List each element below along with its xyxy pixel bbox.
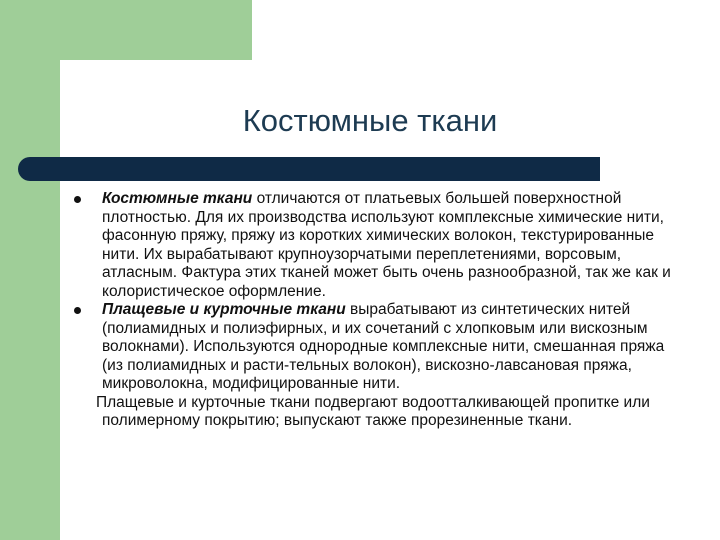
bullet-text: отличаются от платьевых большей поверхностной плотностью. Для их производства используют комплексные химические нити, фасонную пряжу, пряжу из коротких химических волокон, текстурированные нити. Их вырабатывают крупноузорчатыми переплетениями, ворсовым, атласным. Фактура этих тканей может быть очень разнообразной, так же как и колористическое оформление. [102,190,671,300]
bullet-dot-icon [74,307,81,314]
bullet-item [74,301,674,394]
bullet-term: Костюмные ткани [102,190,253,207]
paragraph-block [74,394,674,431]
green-accent-side [0,0,60,540]
bullet-term: Плащевые и курточные ткани [102,301,346,318]
slide-title: Костюмные ткани [242,103,498,138]
slide-content [74,190,674,431]
bullet-item [74,190,674,301]
paragraph-text: Плащевые и курточные ткани подвергают водоотталкивающей пропитке или полимерному покрытию; выпускают также прорезиненные ткани. [96,393,650,429]
slide-corner [60,60,120,120]
title-divider-bar [18,157,600,181]
bullet-dot-icon [74,196,81,203]
bullet-text: вырабатывают из синтетических нитей (полиамидных и полиэфирных, и их сочетаний с хлопковым или вискозным волокнами). Используются однородные комплексные нити, смешанная пряжа (из полиамидных и расти-тельных волокон), вискозно-лавсановая пряжа, микроволокна, модифицированные нити. [102,301,665,392]
